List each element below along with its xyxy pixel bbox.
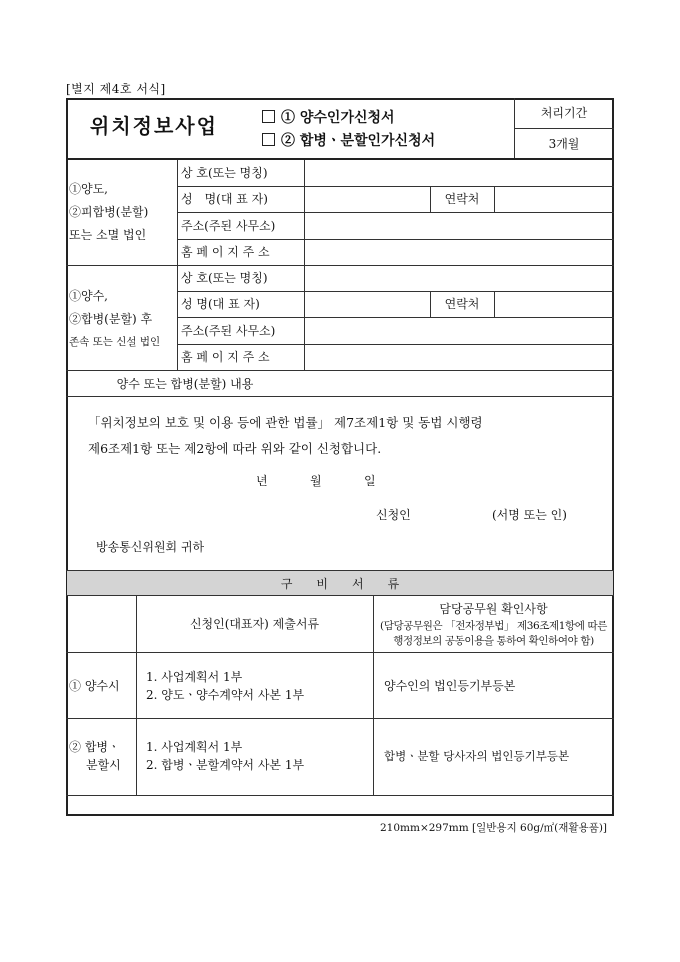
- transferor-representative-field[interactable]: [305, 187, 429, 211]
- form-number: [별지 제4호 서식]: [66, 82, 166, 96]
- transferor-contact-field[interactable]: [495, 187, 613, 211]
- content-label: 양수 또는 합병(분할) 내용: [116, 377, 254, 391]
- applicant-label: 신청인: [376, 508, 411, 522]
- date-day: 일: [364, 474, 376, 488]
- transfer-verify: 양수인의 법인등기부등본: [384, 679, 516, 693]
- option-merger[interactable]: ② 합병ㆍ분할인가신청서: [262, 133, 435, 148]
- transferor-contact-label: 연락처: [444, 192, 480, 206]
- merger-doc-1: 1. 사업계획서 1부: [146, 740, 243, 754]
- checkbox-merger[interactable]: [262, 133, 275, 146]
- merger-doc-2: 2. 합병ㆍ분할계약서 사본 1부: [146, 758, 305, 772]
- case-transfer: ① 양수시: [69, 679, 120, 693]
- content-field[interactable]: [305, 371, 613, 395]
- transferor-representative-label: 성 명(대 표 자): [181, 192, 268, 206]
- transferee-contact-field[interactable]: [495, 292, 613, 316]
- checkbox-transfer[interactable]: [262, 110, 275, 123]
- processing-period-label: 처리기간: [540, 106, 588, 120]
- verify-note-1: (담당공무원은 「전자정부법」 제36조제1항에 따른: [380, 620, 607, 632]
- transferor-label-1: ①양도,: [69, 182, 108, 196]
- header-bottom-line: [66, 158, 614, 160]
- option-transfer[interactable]: ① 양수인가신청서: [262, 110, 395, 125]
- transferee-address-field[interactable]: [305, 318, 613, 343]
- transferor-homepage-label: 홈 페 이 지 주 소: [181, 245, 270, 259]
- transferee-homepage-field[interactable]: [305, 345, 613, 369]
- processing-period-value: 3개월: [548, 137, 580, 151]
- transferor-label-2: ②피합병(분할): [69, 205, 149, 219]
- signature-label: (서명 또는 인): [492, 508, 567, 522]
- recipient: 방송통신위원회 귀하: [96, 540, 205, 554]
- transferee-label-3: 존속 또는 신설 법인: [69, 336, 161, 348]
- transferee-address-label: 주소(주된 사무소): [181, 324, 276, 338]
- transferee-label-1: ①양수,: [69, 289, 108, 303]
- transferee-company-label: 상 호(또는 명칭): [181, 271, 268, 285]
- verify-note-2: 행정정보의 공동이용을 통하여 확인하여야 함): [393, 635, 594, 647]
- transferee-representative-label: 성 명(대 표 자): [181, 297, 260, 311]
- transferor-address-label: 주소(주된 사무소): [181, 219, 276, 233]
- verify-header: 담당공무원 확인사항: [439, 602, 548, 616]
- transferee-contact-label: 연락처: [444, 297, 480, 311]
- transferee-homepage-label: 홈 페 이 지 주 소: [181, 350, 270, 364]
- transferor-homepage-field[interactable]: [305, 240, 613, 264]
- transferee-label-2: ②합병(분할) 후: [69, 312, 153, 326]
- declaration-line-2: 제6조제1항 또는 제2항에 따라 위와 같이 신청합니다.: [88, 441, 382, 456]
- case-merger-2: 분할시: [86, 758, 121, 772]
- paper-spec: 210mm×297mm [일반용지 60g/㎡(재활용품)]: [380, 822, 608, 834]
- transferee-company-field[interactable]: [305, 266, 613, 290]
- transferor-label-3: 또는 소멸 법인: [69, 228, 147, 242]
- merger-verify: 합병ㆍ분할 당사자의 법인등기부등본: [384, 749, 570, 763]
- transferee-representative-field[interactable]: [305, 292, 429, 316]
- form-title: 위치정보사업: [90, 114, 218, 138]
- declaration-line-1: 「위치정보의 보호 및 이용 등에 관한 법률」 제7조제1항 및 동법 시행령: [88, 415, 483, 430]
- date-month: 월: [310, 474, 322, 488]
- transfer-doc-1: 1. 사업계획서 1부: [146, 670, 243, 684]
- documents-header: 구 비 서 류: [280, 577, 400, 591]
- transfer-doc-2: 2. 양도ㆍ양수계약서 사본 1부: [146, 688, 305, 702]
- transferor-address-field[interactable]: [305, 213, 613, 238]
- transferor-company-field[interactable]: [305, 161, 613, 185]
- transferor-company-label: 상 호(또는 명칭): [181, 166, 268, 180]
- date-year: 년: [256, 474, 268, 488]
- submit-documents-header: 신청인(대표자) 제출서류: [189, 617, 320, 631]
- processing-divider: [514, 128, 614, 129]
- case-merger-1: ② 합병ㆍ: [69, 740, 120, 754]
